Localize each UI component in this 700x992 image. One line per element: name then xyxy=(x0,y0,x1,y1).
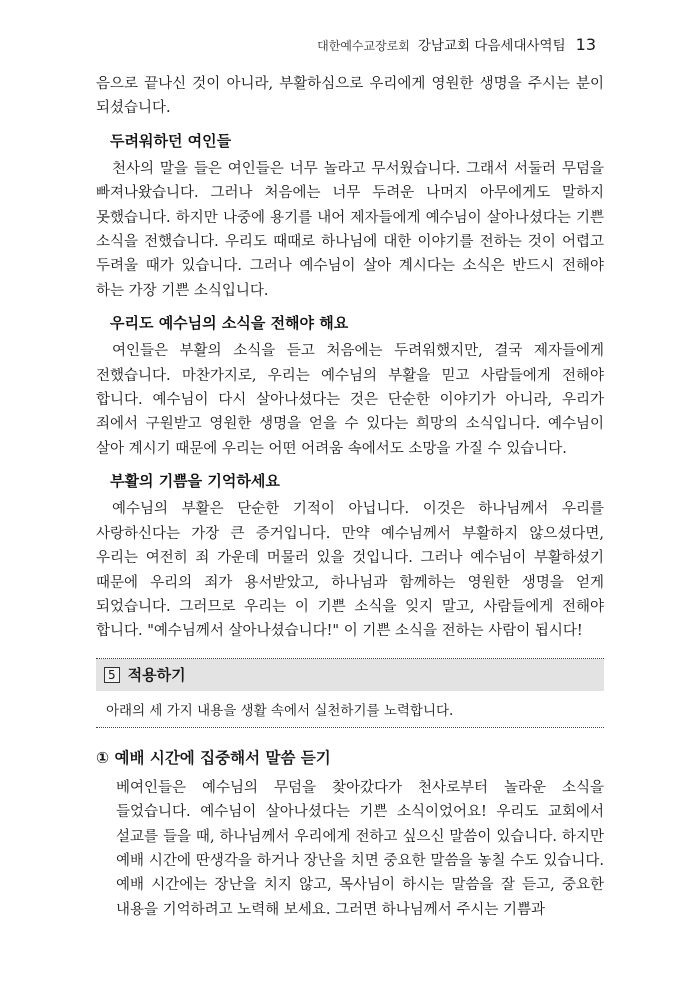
subheading-remember-joy: 부활의 기쁨을 기억하세요 xyxy=(110,472,280,491)
subheading-spread-news: 우리도 예수님의 소식을 전해야 해요 xyxy=(110,314,349,333)
section-number-box: 5 xyxy=(104,667,120,683)
section-title-bar xyxy=(96,659,604,691)
paragraph-spread-news: 여인들은 부활의 소식을 듣고 처음에는 두려워했지만, 결국 제자들에게 전했습니다. 마찬가지로, 우리는 예수님의 부활을 믿고 사람들에게 전해야 합니다. 예수님이 다시 살아나셨다는 것은 단순한 이야기가 아니라, 우리가 죄에서 구원받고 영원한 생명을 얻을 수 있다는 희망의 소식입니다. 예수님이 살아 계시기 때문에 우리는 어떤 어려움 속에서도 소망을 가질 수 있습니다. xyxy=(96,343,604,457)
application-item-heading: ① 예배 시간에 집중해서 말씀 듣기 xyxy=(96,748,331,767)
header-team: 강남교회 다음세대사역팀 xyxy=(417,38,566,54)
application-item-paragraph: 베여인들은 예수님의 무덤을 찾아갔다가 천사로부터 놀라운 소식을 들었습니다. 예수님이 살아나셨다는 기쁜 소식이었어요! 우리도 교회에서 설교를 들을 때, 하나님께서 우리에게 전하고 싶으신 말씀이 있습니다. 하지만 예배 시간에 딴생각을 하거나 장난을 치면 중요한 말씀을 놓칠 수도 있습니다. 예배 시간에는 장난을 치지 않고, 목사님이 하시는 말씀을 잘 듣고, 중요한 내용을 기억하려고 노력해 보세요. 그러면 하나님께서 주시는 기쁨과 xyxy=(116,779,604,918)
paragraph-remember-joy: 예수님의 부활은 단순한 기적이 아닙니다. 이것은 하나님께서 우리를 사랑하신다는 가장 큰 증거입니다. 만약 예수님께서 부활하지 않으셨다면, 우리는 여전히 죄 가운데 머물러 있을 것입니다. 그러나 예수님이 부활하셨기 때문에 우리의 죄가 용서받았고, 하나님과 함께하는 영원한 생명을 얻게 되었습니다. 그러므로 우리는 이 기쁜 소식을 잊지 말고, 사람들에게 전해야 합니다. "예수님께서 살아나셨습니다!" 이 기쁜 소식을 전하는 사람이 됩시다! xyxy=(96,501,604,640)
application-section xyxy=(96,658,604,728)
continued-paragraph: 음으로 끝나신 것이 아니라, 부활하심으로 우리에게 영원한 생명을 주시는 분이 되셨습니다. xyxy=(96,76,604,117)
page-number: 13 xyxy=(575,35,596,54)
section-description: 아래의 세 가지 내용을 생활 속에서 실천하기를 노력합니다. xyxy=(96,691,604,728)
section-title: 적용하기 xyxy=(127,666,186,685)
running-header xyxy=(317,34,596,54)
header-organization: 대한예수교장로회 xyxy=(317,39,410,53)
page-content xyxy=(96,72,604,922)
paragraph-fearful-women: 천사의 말을 들은 여인들은 너무 놀라고 무서웠습니다. 그래서 서둘러 무덤을 빠져나왔습니다. 그러나 처음에는 너무 두려운 나머지 아무에게도 말하지 못했습니다. 하지만 나중에 용기를 내어 제자들에게 예수님이 살아나셨다는 기쁜 소식을 전했습니다. 우리도 때때로 하나님에 대한 이야기를 전하는 것이 어렵고 두려울 때가 있습니다. 그러나 예수님이 살아 계시다는 소식은 반드시 전해야 하는 가장 기쁜 소식입니다. xyxy=(96,160,604,299)
subheading-fearful-women: 두려워하던 여인들 xyxy=(110,131,232,150)
